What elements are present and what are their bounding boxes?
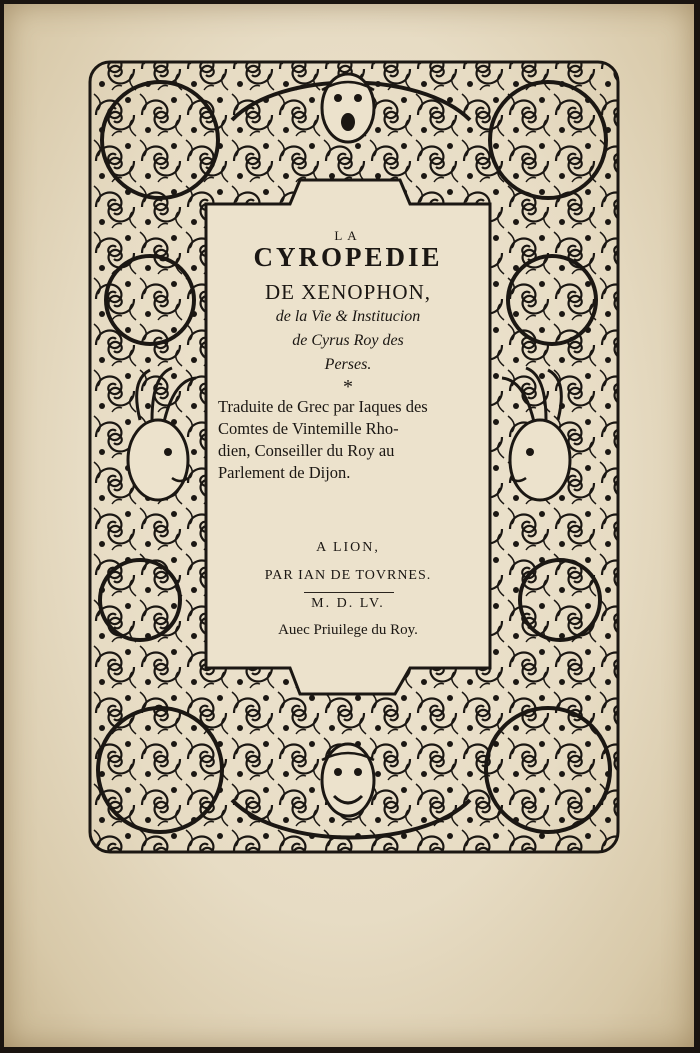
- asterisk-ornament: *: [343, 376, 353, 398]
- title-page-text: [214, 216, 482, 656]
- book-title: CYROPEDIE: [253, 242, 443, 272]
- imprint-rule: [304, 592, 394, 593]
- translator-line-2: Comtes de Vintemille Rho-: [218, 419, 399, 438]
- author-line: DE XENOPHON,: [265, 280, 431, 304]
- translator-line-4: Parlement de Dijon.: [218, 463, 351, 482]
- subtitle-line-1: de la Vie & Institucion: [275, 308, 421, 325]
- translator-line-3: dien, Conseiller du Roy au: [218, 441, 395, 460]
- imprint-printer: PAR IAN DE TOVRNES.: [264, 568, 432, 583]
- imprint-place: A LION,: [316, 540, 380, 555]
- subtitle-line-2: de Cyrus Roy des: [292, 332, 404, 349]
- title-article: LA: [334, 228, 362, 243]
- imprint-date: M. D. LV.: [311, 596, 385, 611]
- privilege-line: Auec Priuilege du Roy.: [278, 622, 418, 638]
- subtitle-line-3: Perses.: [324, 356, 372, 373]
- translator-statement: [214, 396, 486, 484]
- top-mask-face: [322, 74, 374, 142]
- translator-line-1: Traduite de Grec par Iaques des: [218, 397, 428, 416]
- bottom-mask-face: [322, 744, 374, 816]
